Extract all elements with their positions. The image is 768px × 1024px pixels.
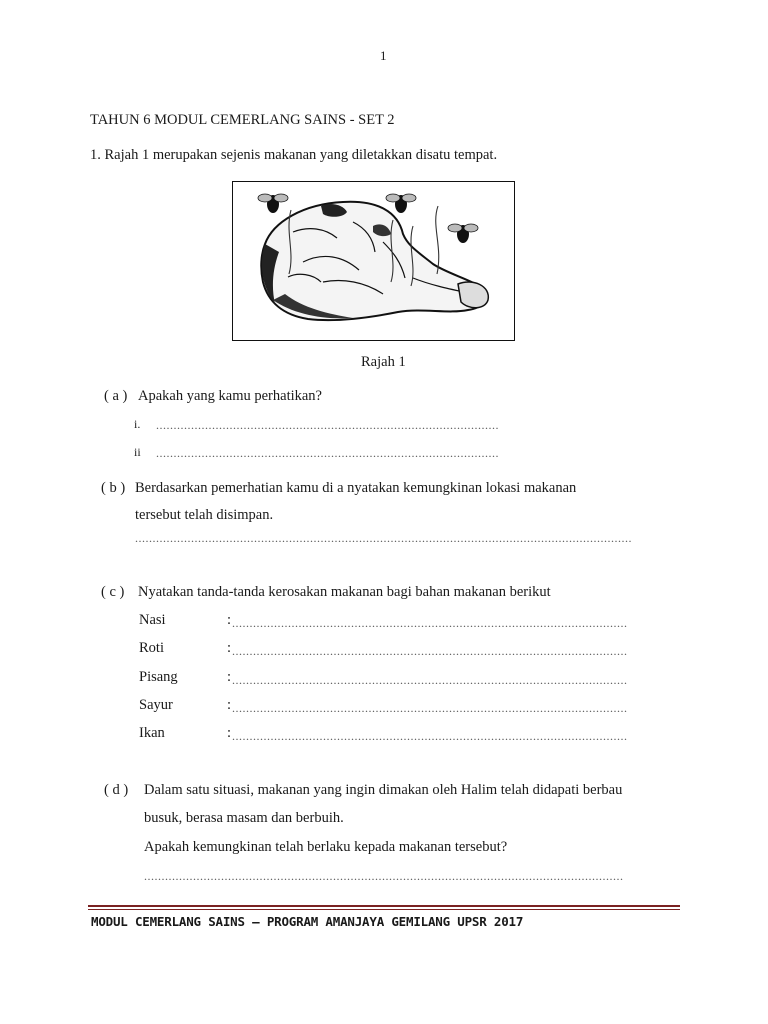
food-item-label: Roti bbox=[139, 640, 164, 656]
food-item-colon: : bbox=[227, 697, 232, 713]
answer-line-c-pisang[interactable]: ................................................................................................................. bbox=[232, 673, 628, 687]
footer-text: MODUL CEMERLANG SAINS – PROGRAM AMANJAYA GEMILANG UPSR 2017 bbox=[91, 914, 524, 929]
question-b-text-1: Berdasarkan pemerhatian kamu di a nyatakan kemungkinan lokasi makanan bbox=[135, 480, 577, 496]
answer-line-a-ii-label: ii bbox=[134, 445, 141, 459]
footer-divider-thin bbox=[88, 909, 680, 910]
figure-frame bbox=[232, 181, 515, 341]
figure-caption: Rajah 1 bbox=[361, 354, 406, 370]
question-c-label: ( c ) bbox=[101, 584, 125, 600]
food-item-label: Pisang bbox=[139, 669, 178, 685]
answer-line-c-ikan[interactable]: ................................................................................................................. bbox=[232, 729, 628, 743]
answer-line-d[interactable]: ......................................................................................................................................... bbox=[144, 869, 624, 883]
question-d-label: ( d ) bbox=[104, 782, 129, 798]
food-item-label: Sayur bbox=[139, 697, 173, 713]
question-d-text-2: busuk, berasa masam dan berbuih. bbox=[144, 810, 344, 826]
footer-divider bbox=[88, 905, 680, 907]
answer-line-a-i-label: i. bbox=[134, 417, 141, 431]
question-a-label: ( a ) bbox=[104, 388, 128, 404]
food-item-colon: : bbox=[227, 725, 232, 741]
answer-line-c-sayur[interactable]: ................................................................................................................. bbox=[232, 701, 628, 715]
food-item-label: Nasi bbox=[139, 612, 166, 628]
answer-line-a-i[interactable]: .................................................................................................. bbox=[156, 418, 499, 432]
page-title: TAHUN 6 MODUL CEMERLANG SAINS - SET 2 bbox=[90, 112, 395, 128]
page-number: 1 bbox=[380, 48, 387, 63]
food-item-colon: : bbox=[227, 669, 232, 685]
answer-line-a-ii[interactable]: .................................................................................................. bbox=[156, 446, 499, 460]
question-1-stem: 1. Rajah 1 merupakan sejenis makanan yang diletakkan disatu tempat. bbox=[90, 147, 498, 163]
answer-line-b[interactable]: .............................................................................................................................................. bbox=[135, 531, 632, 545]
fly-icon bbox=[258, 194, 288, 213]
question-d-text-1: Dalam satu situasi, makanan yang ingin dimakan oleh Halim telah didapati berbau bbox=[144, 782, 623, 798]
question-d-text-3: Apakah kemungkinan telah berlaku kepada makanan tersebut? bbox=[144, 839, 508, 855]
food-item-colon: : bbox=[227, 612, 232, 628]
question-b-label: ( b ) bbox=[101, 480, 126, 496]
answer-line-c-nasi[interactable]: ................................................................................................................. bbox=[232, 616, 628, 630]
answer-line-c-roti[interactable]: ................................................................................................................. bbox=[232, 644, 628, 658]
food-item-label: Ikan bbox=[139, 725, 165, 741]
question-a-text: Apakah yang kamu perhatikan? bbox=[138, 388, 322, 404]
question-b-text-2: tersebut telah disimpan. bbox=[135, 507, 274, 523]
food-item-colon: : bbox=[227, 640, 232, 656]
question-c-text: Nyatakan tanda-tanda kerosakan makanan bagi bahan makanan berikut bbox=[138, 584, 551, 600]
spoiled-meat-with-flies-illustration bbox=[233, 182, 514, 340]
